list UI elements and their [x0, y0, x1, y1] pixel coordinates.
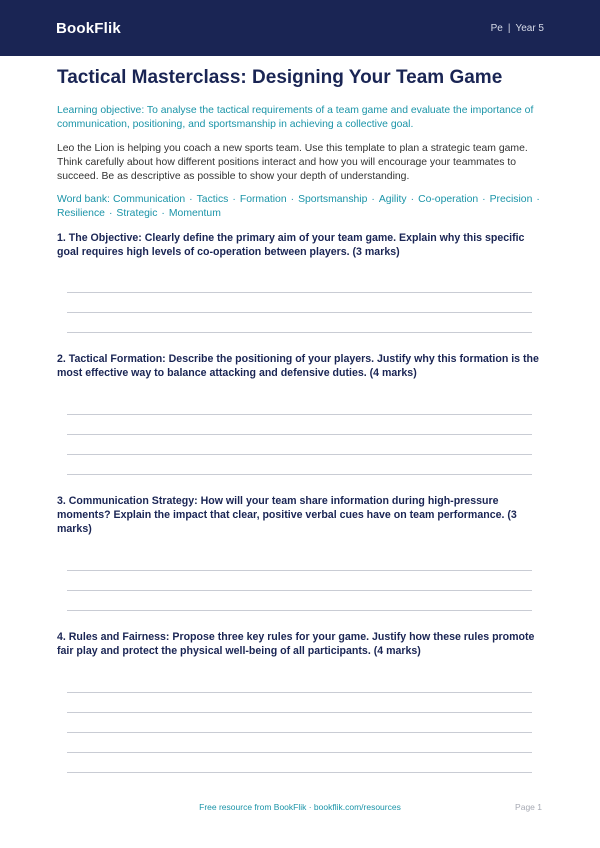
meta-separator: | — [507, 22, 511, 34]
worksheet-title: Tactical Masterclass: Designing Your Team Game — [57, 67, 503, 88]
answer-line[interactable] — [67, 692, 532, 693]
learning-objective: Learning objective: To analyse the tactical requirements of a team game and evaluate the importance of communication, positioning, and sportsmanship in achieving a collective goal. — [57, 105, 534, 130]
word-bank-label: Word bank: — [57, 194, 110, 205]
answer-line[interactable] — [67, 312, 532, 313]
question-2 — [57, 352, 545, 380]
word-bank-word: Co-operation — [418, 194, 479, 205]
answer-line[interactable] — [67, 434, 532, 435]
answer-line[interactable] — [67, 752, 532, 753]
word-bank-word: Formation — [239, 194, 287, 205]
answer-line[interactable] — [67, 474, 532, 475]
word-bank-word: Communication — [112, 194, 186, 205]
year-label: Year 5 — [515, 22, 544, 34]
answer-line[interactable] — [67, 332, 532, 333]
answer-line[interactable] — [67, 590, 532, 591]
page-footer — [0, 802, 600, 816]
word-bank-word: Strategic — [116, 208, 158, 219]
answer-line[interactable] — [67, 772, 532, 773]
word-bank: Word bank: Communication · Tactics · Formation · Sportsmanship · Agility · Co-operation · Precision · Resilience · Strategic · Momentum — [57, 194, 540, 219]
word-bank-word: Momentum — [168, 208, 221, 219]
word-bank-word: Sportsmanship — [298, 194, 368, 205]
answer-line[interactable] — [67, 712, 532, 713]
question-4 — [57, 630, 545, 658]
question-1 — [57, 231, 545, 259]
answer-line[interactable] — [67, 570, 532, 571]
word-bank-word: Precision — [489, 194, 533, 205]
answer-line[interactable] — [67, 732, 532, 733]
question-2-text: 2. Tactical Formation: Describe the positioning of your players. Justify why this formation is the most effective way to balance attacking and defensive duties. (4 marks) — [57, 353, 539, 379]
subject-label: Pe — [490, 22, 503, 34]
question-4-text: 4. Rules and Fairness: Propose three key rules for your game. Justify how these rules promote fair play and protect the physical well-being of all participants. (4 marks) — [57, 631, 535, 657]
answer-line[interactable] — [67, 414, 532, 415]
question-3 — [57, 494, 545, 536]
word-bank-word: Resilience — [57, 208, 105, 219]
question-1-text: 1. The Objective: Clearly define the primary aim of your team game. Explain why this specific goal requires high levels of co-operation between players. (3 marks) — [57, 232, 525, 258]
intro-paragraph: Leo the Lion is helping you coach a new sports team. Use this template to plan a strategic team game. Think carefully about how different positions interact and how you will encourage your teammates to succeed. Be as descriptive as possible to show your depth of understanding. — [57, 143, 528, 182]
answer-line[interactable] — [67, 610, 532, 611]
page-header — [0, 0, 600, 56]
worksheet-intro — [57, 66, 545, 221]
question-3-text: 3. Communication Strategy: How will your team share information during high-pressure moments? Explain the impact that clear, positive verbal cues have on team performance. (3 marks) — [57, 495, 517, 535]
brand-logo-text: BookFlik — [56, 19, 121, 37]
answer-line[interactable] — [67, 454, 532, 455]
word-bank-word: Tactics — [196, 194, 229, 205]
footer-credit: Free resource from BookFlik · bookflik.com/resources — [199, 802, 401, 812]
word-bank-word: Agility — [378, 194, 407, 205]
page-number: Page 1 — [515, 802, 542, 812]
answer-line[interactable] — [67, 292, 532, 293]
subject-year-label — [491, 23, 544, 34]
